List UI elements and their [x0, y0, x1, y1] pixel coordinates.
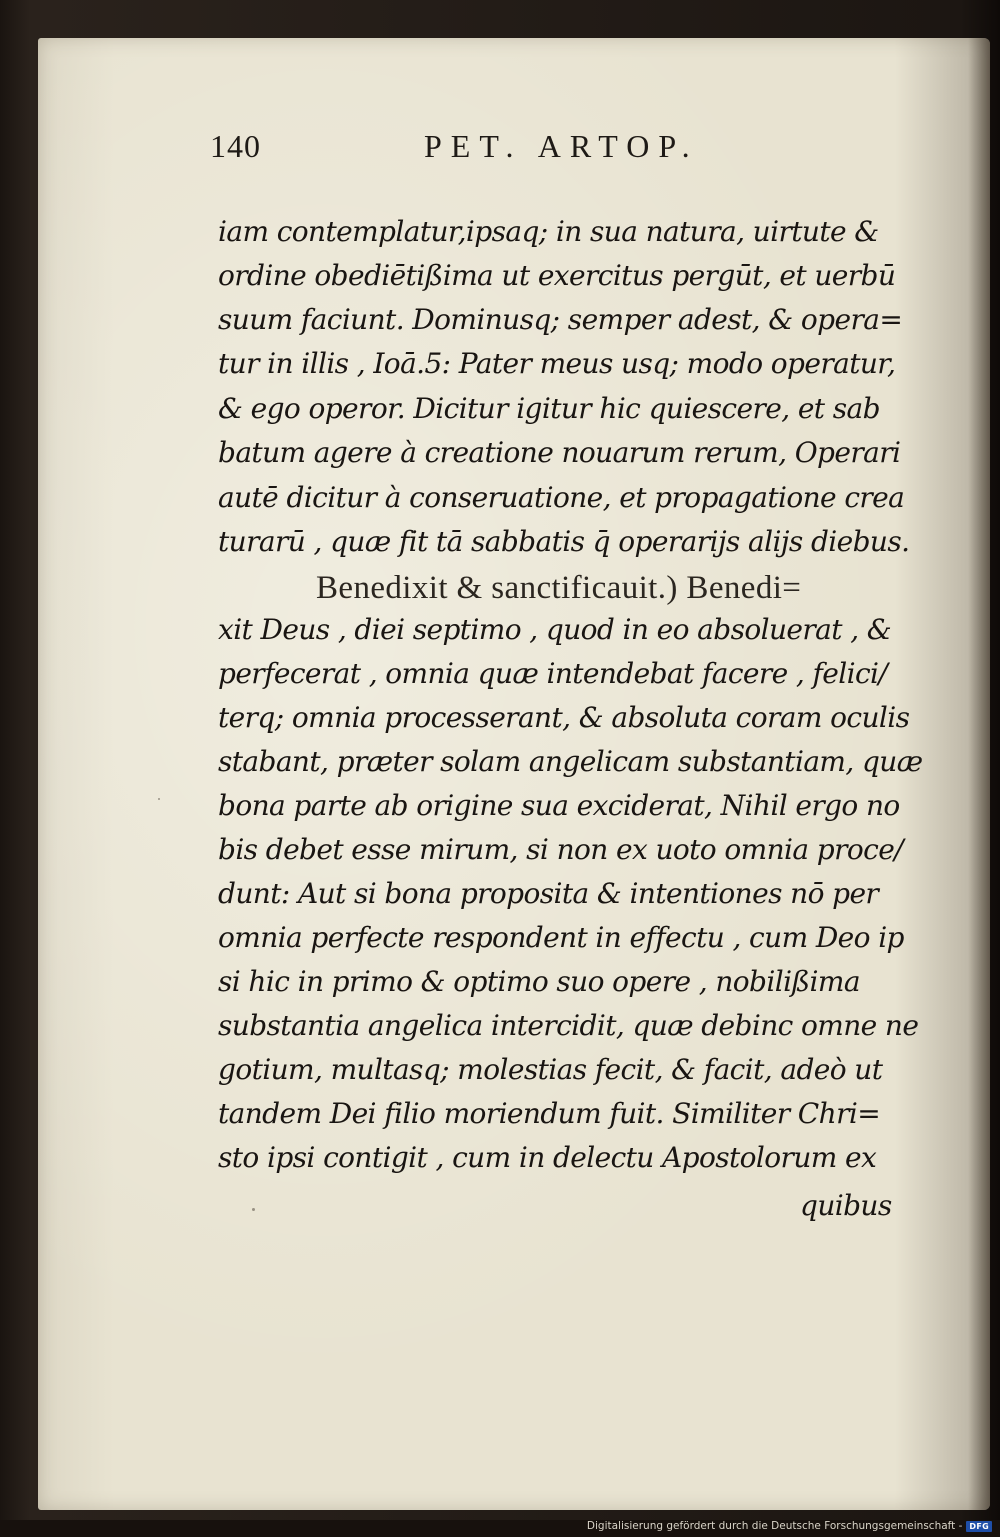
running-title: PET. ARTOP.: [424, 128, 699, 164]
text-line: xit Deus , diei septimo , quod in eo absoluerat , &: [218, 613, 892, 646]
section-heading-line: Benedixit & sanctificauit.) Benedi=: [316, 570, 802, 606]
text-line: iam contemplatur,ipsaq; in sua natura, uirtute &: [218, 215, 879, 248]
text-line: & ego operor. Dicitur igitur hic quiescere, et sab: [218, 392, 880, 425]
text-line: perfecerat , omnia quæ intendebat facere , felici/: [218, 657, 888, 690]
text-line: suum faciunt. Dominusq; semper adest, & opera=: [218, 303, 903, 336]
page-edge-shadow: [968, 38, 990, 1510]
ink-speck: [158, 798, 160, 800]
text-line: tandem Dei filio moriendum fuit. Similiter Chri=: [218, 1097, 881, 1130]
digitization-credit: [587, 1519, 992, 1533]
text-line: autē dicitur à conseruatione, et propagatione crea: [218, 481, 905, 514]
text-line: tur in illis , Ioā.5: Pater meus usq; modo operatur,: [218, 347, 896, 380]
text-line: stabant, præter solam angelicam substantiam, quæ: [218, 745, 923, 778]
text-line: bis debet esse mirum, si non ex uoto omnia proce/: [218, 833, 903, 866]
dfg-logo: DFG: [966, 1521, 992, 1532]
text-line: dunt: Aut si bona proposita & intentiones nō per: [218, 877, 879, 910]
text-line: bona parte ab origine sua exciderat, Nihil ergo no: [218, 789, 900, 822]
text-line: terq; omnia processerant, & absoluta coram oculis: [218, 701, 910, 734]
page-number: 140: [210, 128, 261, 164]
running-head: [210, 128, 770, 178]
text-line: ordine obediētißima ut exercitus pergūt, et uerbū: [218, 259, 896, 292]
text-line: omnia perfecte respondent in effectu , cum Deo ip: [218, 921, 904, 954]
text-line: si hic in primo & optimo suo opere , nobilißima: [218, 965, 860, 998]
text-line: turarū , quæ fit tā sabbatis q̄ operarijs alijs diebus.: [218, 525, 910, 558]
text-line: gotium, multasq; molestias fecit, & facit, adeò ut: [218, 1053, 883, 1086]
credit-text: Digitalisierung gefördert durch die Deutsche Forschungsgemeinschaft -: [586, 1520, 963, 1532]
text-line: sto ipsi contigit , cum in delectu Apostolorum ex: [218, 1141, 877, 1174]
text-line: substantia angelica intercidit, quæ debinc omne ne: [218, 1009, 919, 1042]
ink-speck: [252, 1208, 255, 1211]
text-line: batum agere à creatione nouarum rerum, Operari: [218, 436, 901, 469]
catchword: quibus: [800, 1189, 892, 1222]
